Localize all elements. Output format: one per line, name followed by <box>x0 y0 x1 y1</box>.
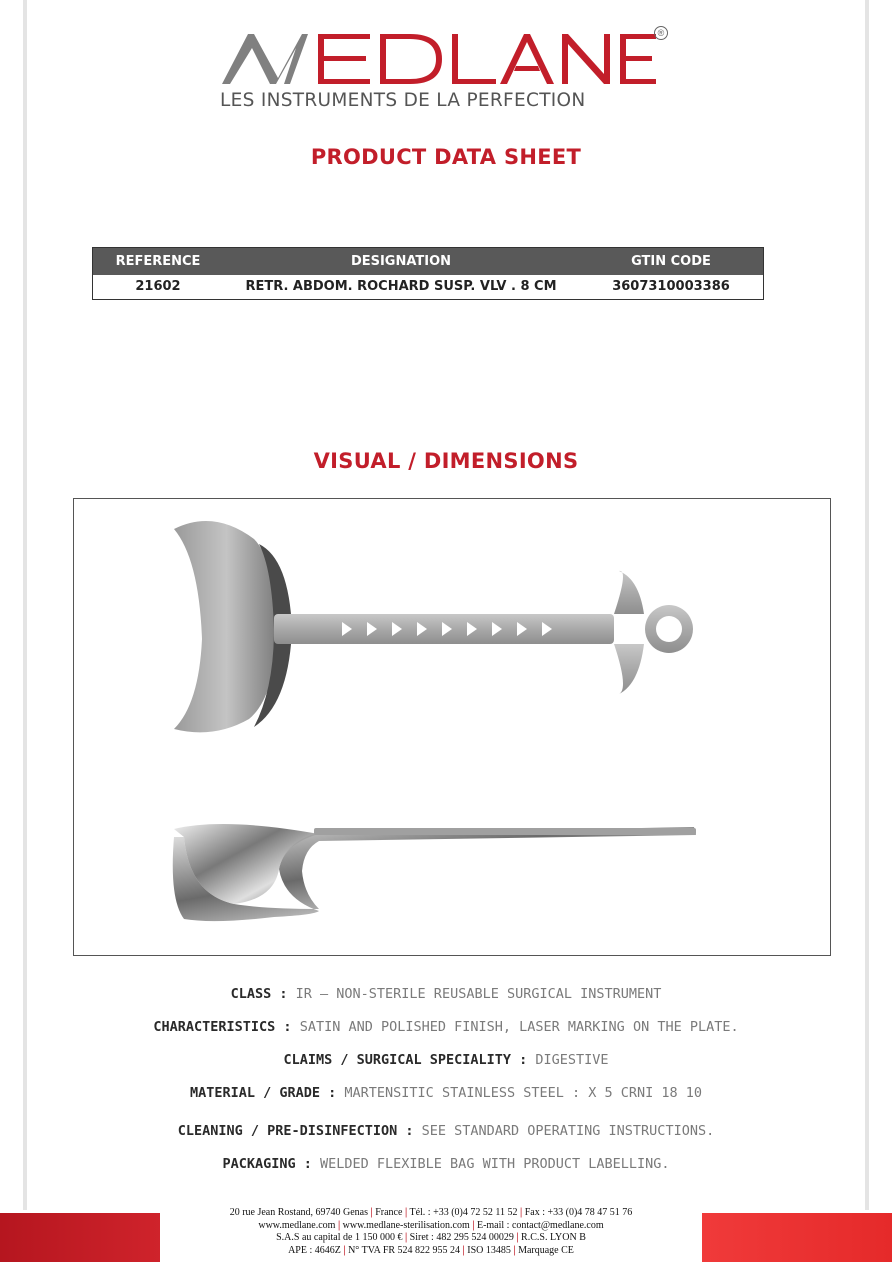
footer-email-link[interactable]: E-mail : contact@medlane.com <box>476 1219 604 1231</box>
footer-fax: Fax : +33 (0)4 78 47 51 76 <box>524 1207 633 1218</box>
footer-ape: APE : 4646Z <box>288 1244 341 1256</box>
footer-vat: N° TVA FR 524 822 955 24 <box>348 1244 461 1256</box>
medlane-logo-mark <box>220 28 660 88</box>
visual-box <box>73 498 831 956</box>
spec-packaging <box>0 1156 892 1172</box>
footer-separator: | <box>404 1232 408 1243</box>
header-designation: DESIGNATION <box>350 254 452 269</box>
footer-separator: | <box>404 1207 408 1218</box>
table-row <box>93 275 763 299</box>
retractor-image <box>74 499 829 954</box>
footer-website-link[interactable]: www.medlane.com <box>258 1219 336 1231</box>
table-header-row <box>93 248 763 275</box>
spec-class-label: CLASS : <box>230 986 296 1002</box>
registered-mark: ® <box>654 26 668 40</box>
spec-material-label: MATERIAL / GRADE : <box>189 1085 345 1101</box>
footer-line-address <box>160 1207 702 1220</box>
footer-rcs: R.C.S. LYON B <box>521 1232 586 1243</box>
spec-class <box>0 986 892 1002</box>
footer-separator: | <box>337 1219 341 1231</box>
footer-capital: S.A.S au capital de 1 150 000 € <box>276 1232 403 1243</box>
footer-line-registration <box>160 1245 702 1258</box>
footer-bar-left <box>0 1213 160 1262</box>
spec-characteristics-value: SATIN AND POLISHED FINISH, LASER MARKING ON THE PLATE. <box>299 1019 739 1035</box>
spec-cleaning <box>0 1123 892 1139</box>
footer-separator: | <box>520 1207 523 1218</box>
visual-dimensions-title: VISUAL / DIMENSIONS <box>313 449 579 473</box>
footer-separator: | <box>462 1244 465 1256</box>
footer-phone: Tél. : +33 (0)4 72 52 11 52 <box>409 1207 518 1218</box>
spec-packaging-value: WELDED FLEXIBLE BAG WITH PRODUCT LABELLING. <box>320 1156 670 1172</box>
footer-siret: Siret : 482 295 524 00029 <box>409 1232 514 1243</box>
brand-tagline: LES INSTRUMENTS DE LA PERFECTION <box>220 90 586 111</box>
spec-packaging-label: PACKAGING : <box>222 1156 321 1172</box>
product-data-sheet-title: PRODUCT DATA SHEET <box>310 145 582 169</box>
header-reference: REFERENCE <box>115 254 201 269</box>
spec-cleaning-label: CLEANING / PRE-DISINFECTION : <box>177 1123 422 1139</box>
spec-characteristics-label: CHARACTERISTICS : <box>153 1019 300 1035</box>
footer-iso: ISO 13485 <box>467 1244 511 1256</box>
footer-country: France <box>375 1207 403 1218</box>
spec-cleaning-value: SEE STANDARD OPERATING INSTRUCTIONS. <box>421 1123 715 1139</box>
footer-separator: | <box>370 1207 373 1218</box>
footer-line-web <box>160 1220 702 1233</box>
cell-gtin: 3607310003386 <box>612 279 730 294</box>
cell-designation: RETR. ABDOM. ROCHARD SUSP. VLV . 8 CM <box>245 279 557 294</box>
spec-material-value: MARTENSITIC STAINLESS STEEL : X 5 CRNI 18 10 <box>344 1085 703 1101</box>
footer-separator: | <box>472 1219 475 1231</box>
spec-claims <box>0 1052 892 1068</box>
footer-bar-right <box>702 1213 892 1262</box>
footer-line-legal <box>160 1232 702 1245</box>
spec-material <box>0 1085 892 1101</box>
footer-separator: | <box>343 1244 346 1256</box>
spec-characteristics <box>0 1019 892 1035</box>
spec-claims-label: CLAIMS / SURGICAL SPECIALITY : <box>283 1052 536 1068</box>
footer-separator: | <box>513 1244 516 1256</box>
spec-claims-value: DIGESTIVE <box>535 1052 609 1068</box>
company-footer <box>160 1207 702 1257</box>
header-gtin: GTIN CODE <box>631 254 711 269</box>
footer-sterilisation-link[interactable]: www.medlane-sterilisation.com <box>342 1219 470 1231</box>
reference-table <box>92 247 764 300</box>
footer-address: 20 rue Jean Rostand, 69740 Genas <box>229 1207 369 1218</box>
footer-separator: | <box>516 1232 519 1243</box>
spec-class-value: IR – NON-STERILE REUSABLE SURGICAL INSTRUMENT <box>295 986 662 1002</box>
footer-ce: Marquage CE <box>518 1244 574 1256</box>
cell-reference: 21602 <box>135 279 181 294</box>
